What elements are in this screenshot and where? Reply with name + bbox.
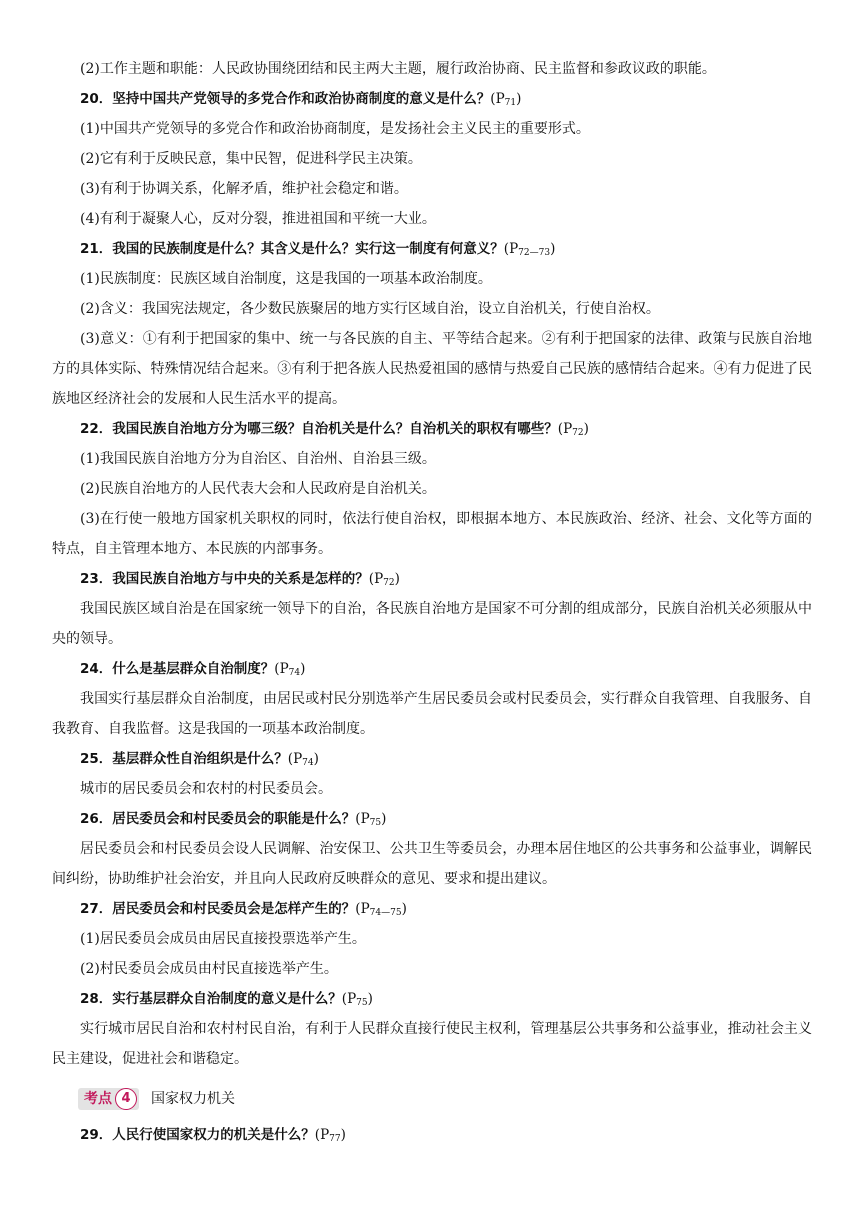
page-ref-prefix: (P (503, 241, 519, 257)
question-heading (52, 564, 812, 594)
section-badge-label: 考点 (84, 1091, 112, 1107)
page-reference (355, 901, 407, 917)
page-ref-suffix: ) (550, 241, 556, 257)
question-text: 27．居民委员会和村民委员会是怎样产生的？ (80, 901, 356, 917)
question-text: 21．我国的民族制度是什么？其含义是什么？实行这一制度有何意义？ (80, 241, 504, 257)
question-heading (52, 804, 812, 834)
page-ref-suffix: ) (367, 991, 373, 1007)
question-text: 28．实行基层群众自治制度的意义是什么？ (80, 991, 342, 1007)
answer-paragraph: 城市的居民委员会和农村的村民委员会。 (80, 781, 332, 797)
qa-list-continued (52, 1120, 812, 1150)
page-ref-prefix: (P (314, 1127, 330, 1143)
answer-paragraph: (1)我国民族自治地方分为自治区、自治州、自治县三级。 (80, 451, 436, 467)
question-text: 26．居民委员会和村民委员会的职能是什么？ (80, 811, 356, 827)
answer-paragraph: 实行城市居民自治和农村村民自治，有利于人民群众直接行使民主权利，管理基层公共事务和公益事业，推动社会主义民主建设，促进社会和谐稳定。 (52, 1021, 812, 1067)
question-heading (52, 84, 812, 114)
page-number: 74 (288, 668, 301, 678)
document-page (52, 54, 812, 1150)
page-ref-suffix: ) (516, 91, 522, 107)
section-number: 4 (115, 1088, 137, 1110)
answer-paragraph: (2)民族自治地方的人民代表大会和人民政府是自治机关。 (80, 481, 436, 497)
answer-paragraph: 我国民族区域自治是在国家统一领导下的自治，各民族自治地方是国家不可分割的组成部分，民族自治机关必须服从中央的领导。 (52, 601, 812, 647)
page-reference (342, 991, 373, 1007)
answer-paragraph: 我国实行基层群众自治制度，由居民或村民分别选举产生居民委员会或村民委员会，实行群众自我管理、自我服务、自我教育、自我监督。这是我国的一项基本政治制度。 (52, 691, 812, 737)
page-ref-suffix: ) (300, 661, 306, 677)
page-ref-prefix: (P (557, 421, 573, 437)
answer-paragraph: (2)含义：我国宪法规定，各少数民族聚居的地方实行区域自治，设立自治机关，行使自治权。 (80, 301, 660, 317)
question-text: 24．什么是基层群众自治制度？ (80, 661, 275, 677)
page-number: 74 (302, 758, 314, 768)
page-reference (504, 241, 556, 257)
answer-paragraph: (1)中国共产党领导的多党合作和政治协商制度，是发扬社会主义民主的重要形式。 (80, 121, 590, 137)
question-text: 20．坚持中国共产党领导的多党合作和政治协商制度的意义是什么？ (80, 91, 491, 107)
page-ref-prefix: (P (490, 91, 505, 107)
page-ref-suffix: ) (313, 751, 319, 767)
answer-paragraph: (2)工作主题和职能：人民政协围绕团结和民主两大主题，履行政治协商、民主监督和参政议政的职能。 (80, 61, 716, 77)
page-number: 72 (383, 578, 395, 588)
question-heading (52, 414, 812, 444)
question-heading (52, 234, 812, 264)
page-reference (490, 91, 521, 107)
question-text: 29．人民行使国家权力的机关是什么？ (80, 1127, 315, 1143)
page-reference (558, 421, 589, 437)
question-heading (52, 894, 812, 924)
page-number: 74—75 (369, 908, 402, 918)
page-ref-suffix: ) (394, 571, 400, 587)
section-badge (78, 1088, 139, 1110)
page-ref-suffix: ) (401, 901, 407, 917)
question-heading (52, 654, 812, 684)
page-number: 72—73 (518, 248, 551, 258)
page-reference (315, 1127, 346, 1143)
page-ref-prefix: (P (341, 991, 357, 1007)
answer-paragraph: (2)村民委员会成员由村民直接选举产生。 (80, 961, 338, 977)
page-ref-prefix: (P (355, 811, 370, 827)
answer-paragraph: (3)有利于协调关系，化解矛盾，维护社会稳定和谐。 (80, 181, 408, 197)
answer-paragraph: (3)在行使一般地方国家机关职权的同时，依法行使自治权，即根据本地方、本民族政治、经济、社会、文化等方面的特点，自主管理本地方、本民族的内部事务。 (52, 511, 812, 557)
question-heading (52, 984, 812, 1014)
page-number: 75 (369, 818, 382, 828)
section-header (78, 1084, 812, 1114)
answer-paragraph: (3)意义：①有利于把国家的集中、统一与各民族的自主、平等结合起来。②有利于把国家的法律、政策与民族自治地方的具体实际、特殊情况结合起来。③有利于把各族人民热爱祖国的感情与热爱自己民族的感情结合起来。④有力促进了民族地区经济社会的发展和人民生活水平的提高。 (52, 331, 812, 407)
page-reference (355, 811, 386, 827)
question-text: 22．我国民族自治地方分为哪三级？自治机关是什么？自治机关的职权有哪些？ (80, 421, 558, 437)
question-heading (52, 744, 812, 774)
page-ref-prefix: (P (355, 901, 370, 917)
page-ref-suffix: ) (381, 811, 387, 827)
section-title: 国家权力机关 (151, 1091, 235, 1107)
page-number: 75 (356, 998, 368, 1008)
page-ref-prefix: (P (274, 661, 289, 677)
page-reference (274, 661, 305, 677)
page-ref-suffix: ) (340, 1127, 346, 1143)
question-heading (52, 1120, 812, 1150)
page-number: 77 (329, 1134, 341, 1144)
page-ref-suffix: ) (583, 421, 589, 437)
page-ref-prefix: (P (368, 571, 384, 587)
question-text: 23．我国民族自治地方与中央的关系是怎样的？ (80, 571, 369, 587)
page-ref-prefix: (P (287, 751, 303, 767)
answer-paragraph: 居民委员会和村民委员会设人民调解、治安保卫、公共卫生等委员会，办理本居住地区的公共事务和公益事业，调解民间纠纷，协助维护社会治安，并且向人民政府反映群众的意见、要求和提出建议。 (52, 841, 812, 887)
answer-paragraph: (4)有利于凝聚人心，反对分裂，推进祖国和平统一大业。 (80, 211, 436, 227)
answer-paragraph: (2)它有利于反映民意，集中民智，促进科学民主决策。 (80, 151, 422, 167)
question-text: 25．基层群众性自治组织是什么？ (80, 751, 288, 767)
page-number: 72 (572, 428, 584, 438)
page-reference (369, 571, 400, 587)
page-number: 71 (504, 98, 517, 108)
answer-paragraph: (1)民族制度：民族区域自治制度，这是我国的一项基本政治制度。 (80, 271, 492, 287)
answer-paragraph: (1)居民委员会成员由居民直接投票选举产生。 (80, 931, 366, 947)
page-reference (288, 751, 319, 767)
qa-list (52, 54, 812, 1074)
